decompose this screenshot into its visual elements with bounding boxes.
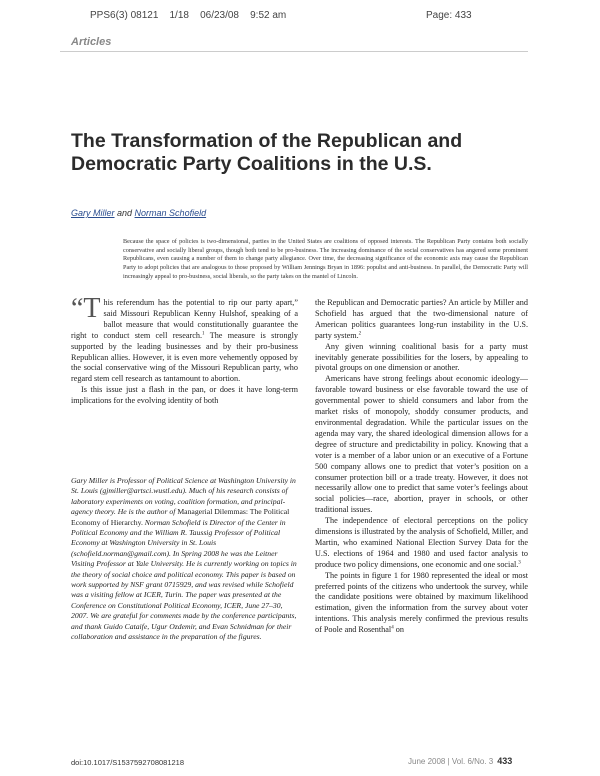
section-divider [60,51,528,52]
doi-link[interactable]: doi:10.1017/S1537592708081218 [71,758,185,767]
article-title: The Transformation of the Republican and Democratic Party Coalitions in the U.S. [71,130,463,175]
job-info: PPS6(3) 08121 1/18 06/23/08 9:52 am [90,10,287,21]
footnote-ref[interactable]: 3 [518,560,521,566]
footnote-ref[interactable]: 2 [358,330,362,336]
body-paragraph: Americans have strong feelings about economic ideology—favorable toward business or else favorable toward the use of governmental power to shield consumers and labor from the market risks of monopoly, shoddy consumer products, and environmental degradation. While the particular issues on the agenda may vary, the shared ideological dimension allows for a degree of structure and predictability in policy. Knowing that a voter is a member of a labor union or an executive of a Fortune 500 company allows one to predict that voter’s position on a consumer protection bill or a trade treaty. However, it does not necessarily allow one to predict that same voter’s feelings about social policies—race, abortion, prayer in schools, or other traditional issues. [315,374,528,515]
abstract: Because the space of policies is two-dimensional, parties in the United States are coalitions of opposed interests. The Republican Party contains both socially conservative and socially liberal groups, though both tend to be pro-business. The increasing dominance of the social conservatives has angered some prominent Republicans, even causing a number of them to change party allegiance. Over time, the decreasing significance of the economic axis may cause the Republican Party to adopt policies that are analogous to those proposed by William Jennings Bryan in 1896: populist and anti-business. In parallel, the Democratic Party will increasingly appeal to pro-business, social liberals, so the party takes on the mantel of Lincoln. [123,238,528,280]
author-link-miller[interactable]: Gary Miller [71,208,115,218]
body-column-right [315,298,528,636]
page-indicator: Page: 433 [426,10,472,21]
body-column-left [71,293,298,407]
body-paragraph: The points in figure 1 for 1980 represented the ideal or most preferred points of the citizens who undertook the survey, while the candidate positions were obtained by maximum likelihood estimation, given the information from the survey about voter intentions. This analysis merely confirmed the previous results of Poole and Rosenthal$^4$ on [315,570,528,635]
author-conjunction: and [114,208,135,218]
body-paragraph: Any given winning coalitional basis for a party must inevitably generate possibilities for the losers, by appealing to pivotal groups on one dimension or another. [315,341,528,373]
body-paragraph: “This referendum has the potential to rip our party apart,” said Missouri Republican Kenny Hulshof, speaking of a ballot measure that would constitutionally guarantee the right to conduct stem cell research.$^1$ The measure is strongly supported by the leading businesses and by their pro-business Republican allies. However, it is even more vehemently opposed by the social conservative wing of the Missouri Republican party, who regard stem cell research as tantamount to abortion. [71,293,298,384]
issue-label: June 2008 | Vol. 6/No. 3 [408,757,494,766]
section-label: Articles [71,36,112,48]
page-number: 433 [497,756,513,766]
author-bio: Gary Miller is Professor of Political Science at Washington University in St. Louis (gjmiller@artsci.wustl.edu). Much of his research consists of laboratory experiments on voting, coalition formation, and principal-agency theory. He is the author of Managerial Dilemmas: The Political Economy of Hierarchy. Norman Schofield is Director of the Center in Political Economy and the William R. Taussig Professor of Political Economy at Washington University in St. Louis (schofield.norman@gmail.com). In Spring 2008 he was the Leitner Visiting Professor at Yale University. He is currently working on topics in the theory of social choice and political economy. This paper is based on work supported by NSF grant 0715929, and was revised while Schofield was a visiting fellow at ICER, Turin. The paper was presented at the Conference on Constitutional Political Economy, ICER, June 27–30, 2007. We are grateful for comments made by the conference participants, and thank Guido Cataife, Ugur Ozdemir, and Evan Schnidman for their collaboration and assistance in the preparation of the figures. [71,476,297,642]
book-title: Managerial Dilemmas: The Political Economy of Hierarchy. [71,507,290,527]
running-header [0,10,600,26]
body-paragraph: The independence of electoral perceptions on the policy dimensions is illustrated by the analysis of Schofield, Miller, and Martin, who examined National Election Survey Data for the U.S. elections of 1964 and 1980 and used factor analysis to produce two policy dimensions, one economic and one social.$^3$ [315,516,528,569]
author-line [71,208,206,218]
author-link-schofield[interactable]: Norman Schofield [134,208,207,218]
body-paragraph: Is this issue just a flash in the pan, or does it have long-term implications for the evolving identity of both [71,385,298,406]
drop-cap: “T [71,293,101,324]
issue-info [408,756,512,766]
footnote-ref[interactable]: 4 [391,625,394,631]
footnote-ref[interactable]: 1 [202,330,205,336]
body-paragraph: the Republican and Democratic parties? An article by Miller and Schofield has argued that the two-dimensional nature of American politics guarantees long-run instability in the U.S. party system.$^2$ [315,298,528,340]
